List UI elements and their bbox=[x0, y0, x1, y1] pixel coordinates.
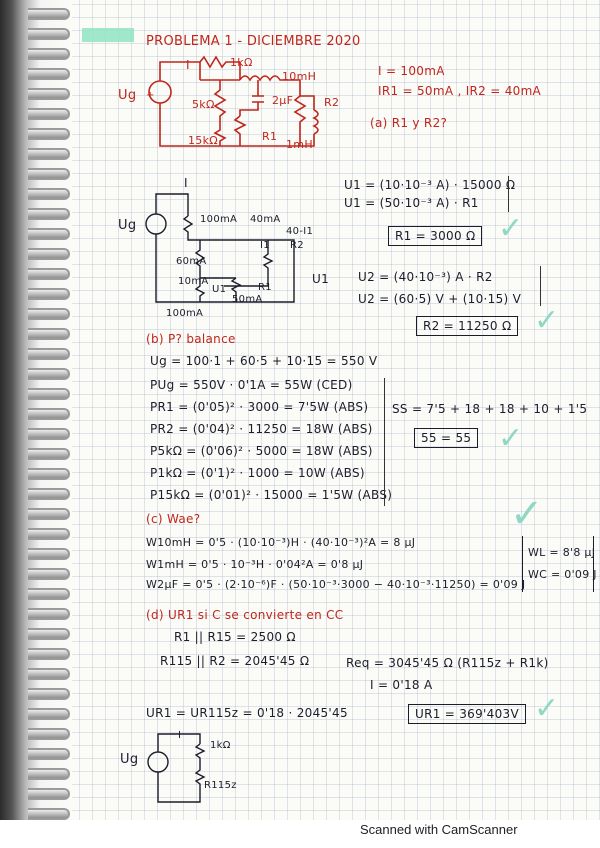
spiral-ring bbox=[28, 268, 70, 280]
scanner-watermark: Scanned with CamScanner bbox=[360, 822, 518, 837]
given-branch-currents: IR1 = 50mA , IR2 = 40mA bbox=[378, 84, 542, 98]
spiral-ring bbox=[28, 588, 70, 600]
spiral-ring bbox=[28, 468, 70, 480]
spiral-ring bbox=[28, 88, 70, 100]
u1-eq-a: U1 = (10·10⁻³ A) · 15000 Ω bbox=[344, 178, 516, 192]
problem-title: PROBLEMA 1 - DICIEMBRE 2020 bbox=[146, 34, 361, 49]
c2-u1: U1 bbox=[212, 284, 227, 295]
c2-40-i1: 40-I1 bbox=[286, 226, 314, 237]
part-b-line-5: P5kΩ = (0'06)² · 5000 = 18W (ABS) bbox=[150, 444, 373, 458]
spiral-ring bbox=[28, 228, 70, 240]
resistor-r115 bbox=[196, 764, 204, 790]
spiral-ring bbox=[28, 668, 70, 680]
spiral-ring bbox=[28, 568, 70, 580]
spiral-ring bbox=[28, 368, 70, 380]
c2-r1: R1 bbox=[258, 282, 272, 293]
power-sum: SS = 7'5 + 18 + 18 + 10 + 1'5 bbox=[392, 402, 588, 416]
checkmark: ✓ bbox=[534, 691, 560, 726]
spiral-ring bbox=[28, 28, 70, 40]
spiral-ring bbox=[28, 448, 70, 460]
spiral-ring bbox=[28, 408, 70, 420]
source-symbol bbox=[146, 214, 166, 234]
u2-eq-a: U2 = (40·10⁻³) A · R2 bbox=[358, 270, 493, 284]
spiral-ring bbox=[28, 788, 70, 800]
spiral-ring bbox=[28, 548, 70, 560]
c1-i: I bbox=[186, 58, 190, 72]
spiral-ring bbox=[28, 768, 70, 780]
part-b-heading: (b) P? balance bbox=[146, 332, 236, 346]
c1-5k: 5kΩ bbox=[192, 98, 215, 111]
circuit-diagram-3 bbox=[140, 728, 250, 810]
brace bbox=[508, 176, 509, 212]
energy-summary-box bbox=[522, 536, 594, 592]
part-b-line-1: Ug = 100·1 + 60·5 + 10·15 = 550 V bbox=[150, 354, 378, 368]
spiral-ring bbox=[28, 488, 70, 500]
power-balance-result: 55 = 55 bbox=[414, 428, 478, 448]
spiral-ring bbox=[28, 8, 70, 20]
spiral-ring bbox=[28, 208, 70, 220]
spiral-ring bbox=[28, 688, 70, 700]
spiral-ring bbox=[28, 388, 70, 400]
spiral-ring bbox=[28, 508, 70, 520]
c2-100ma-bottom: 100mA bbox=[166, 308, 204, 319]
spiral-ring bbox=[28, 628, 70, 640]
part-d-result: UR1 = 369'403V bbox=[408, 704, 526, 724]
part-a-heading: (a) R1 y R2? bbox=[370, 116, 448, 130]
spiral-ring bbox=[28, 648, 70, 660]
c1-ug: Ug bbox=[118, 88, 137, 103]
c1-15k: 15kΩ bbox=[188, 134, 218, 147]
c1-1k: 1kΩ bbox=[230, 56, 253, 69]
brace bbox=[384, 378, 385, 506]
u1-eq-b: U1 = (50·10⁻³ A) · R1 bbox=[344, 196, 479, 210]
part-d-line-2: R115 || R2 = 2045'45 Ω bbox=[160, 654, 310, 668]
checkmark: ✓ bbox=[498, 421, 524, 456]
spiral-ring bbox=[28, 308, 70, 320]
c3-r115: R115z bbox=[204, 780, 237, 791]
c3-ug: Ug bbox=[120, 752, 139, 767]
c1-r1: R1 bbox=[262, 130, 278, 143]
c2-100ma: 100mA bbox=[200, 214, 238, 225]
c2-r2: R2 bbox=[290, 240, 304, 251]
part-c-line-3: W2μF = 0'5 · (2·10⁻⁶)F · (50·10⁻³·3000 − 40·10⁻³·11250) = 0'09 J bbox=[146, 578, 526, 591]
c1-2uf: 2μF bbox=[272, 94, 294, 107]
c2-i1: I1 bbox=[260, 240, 270, 251]
highlighter-mark bbox=[82, 28, 134, 42]
checkmark: ✓ bbox=[498, 211, 524, 246]
u1-label: U1 bbox=[312, 272, 330, 286]
brace bbox=[540, 266, 541, 306]
spiral-ring bbox=[28, 188, 70, 200]
part-d-heading: (d) UR1 si C se convierte en CC bbox=[146, 608, 344, 622]
part-c-heading: (c) Wae? bbox=[146, 512, 201, 526]
energy-wl: WL = 8'8 μJ bbox=[528, 546, 596, 559]
part-d-line-1: R1 || R15 = 2500 Ω bbox=[174, 630, 296, 644]
c2-i: I bbox=[184, 176, 188, 190]
spiral-ring bbox=[28, 168, 70, 180]
spiral-ring bbox=[28, 708, 70, 720]
part-b-line-7: P15kΩ = (0'01)² · 15000 = 1'5W (ABS) bbox=[150, 488, 393, 502]
c3-1k: 1kΩ bbox=[210, 740, 231, 751]
c2-10ma: 10mA bbox=[178, 276, 209, 287]
checkmark: ✓ bbox=[510, 491, 544, 537]
c2-50ma: 50mA bbox=[232, 294, 263, 305]
part-d-line-3: I = 0'18 A bbox=[370, 678, 433, 692]
spiral-ring bbox=[28, 128, 70, 140]
svg-text:+: + bbox=[146, 90, 155, 101]
c2-ug: Ug bbox=[118, 218, 137, 233]
energy-wc: WC = 0'09 J bbox=[528, 568, 597, 581]
spiral-ring bbox=[28, 288, 70, 300]
source-symbol bbox=[148, 752, 168, 772]
resistor-5k bbox=[215, 80, 225, 126]
c1-1mh: 1mH bbox=[286, 138, 313, 151]
c2-60ma: 60mA bbox=[176, 256, 207, 267]
spiral-ring bbox=[28, 248, 70, 260]
spiral-ring bbox=[28, 428, 70, 440]
spiral-ring bbox=[28, 728, 70, 740]
spiral-binding bbox=[0, 0, 72, 820]
spiral-ring bbox=[28, 808, 70, 820]
r1-result: R1 = 3000 Ω bbox=[388, 226, 482, 246]
spiral-ring bbox=[28, 328, 70, 340]
spiral-ring bbox=[28, 148, 70, 160]
spiral-ring bbox=[28, 608, 70, 620]
resistor-r2 bbox=[295, 96, 305, 128]
spiral-ring bbox=[28, 348, 70, 360]
c2-40ma: 40mA bbox=[250, 214, 281, 225]
c1-r2: R2 bbox=[324, 96, 340, 109]
resistor-r1 bbox=[235, 116, 245, 146]
resistor-1k bbox=[196, 744, 204, 764]
checkmark: ✓ bbox=[534, 303, 560, 338]
u2-eq-b: U2 = (60·5) V + (10·15) V bbox=[358, 292, 522, 306]
spiral-ring bbox=[28, 108, 70, 120]
part-b-line-2: PUg = 550V · 0'1A = 55W (CED) bbox=[150, 378, 353, 392]
spiral-ring bbox=[28, 68, 70, 80]
part-b-line-4: PR2 = (0'04)² · 11250 = 18W (ABS) bbox=[150, 422, 373, 436]
part-c-line-1: W10mH = 0'5 · (10·10⁻³)H · (40·10⁻³)²A = 8 μJ bbox=[146, 536, 416, 549]
part-b-line-6: P1kΩ = (0'1)² · 1000 = 10W (ABS) bbox=[150, 466, 365, 480]
spiral-ring bbox=[28, 528, 70, 540]
r2-result: R2 = 11250 Ω bbox=[416, 316, 518, 336]
part-b-line-3: PR1 = (0'05)² · 3000 = 7'5W (ABS) bbox=[150, 400, 369, 414]
part-d-line-2b: Req = 3045'45 Ω (R115z + R1k) bbox=[346, 656, 549, 670]
spiral-ring bbox=[28, 48, 70, 60]
c1-10mh: 10mH bbox=[282, 70, 317, 83]
part-c-line-2: W1mH = 0'5 · 10⁻³H · 0'04²A = 0'8 μJ bbox=[146, 558, 364, 571]
part-d-line-4: UR1 = UR115z = 0'18 · 2045'45 bbox=[146, 706, 348, 720]
given-current: I = 100mA bbox=[378, 64, 445, 78]
spiral-ring bbox=[28, 748, 70, 760]
c3-i: I bbox=[178, 730, 182, 741]
